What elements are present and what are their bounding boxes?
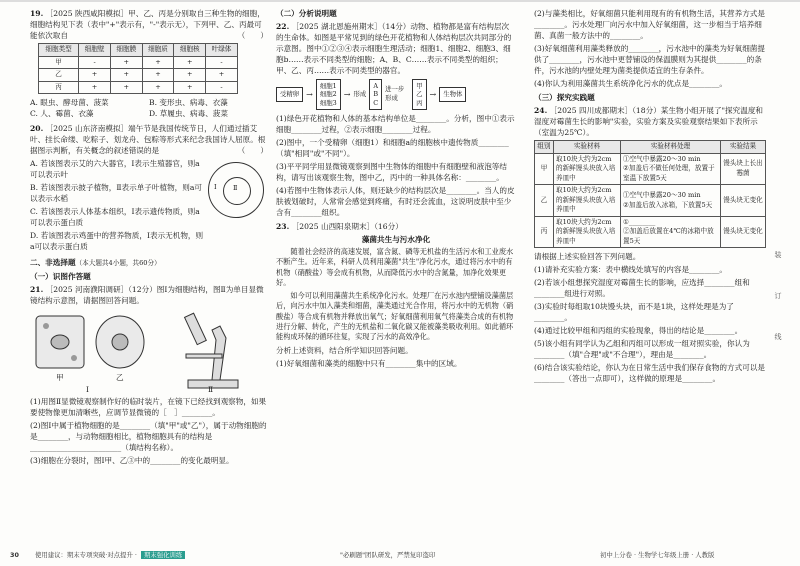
cell: 丙 bbox=[535, 216, 554, 248]
flow-end: 生物体 bbox=[439, 87, 466, 102]
side-tab-gap bbox=[771, 302, 785, 332]
side-tab-char: 线 bbox=[774, 333, 782, 342]
q24-part-2: (2)若该小组想探究湿度对霉菌生长的影响，应选择________组和________组进行对照。 bbox=[534, 278, 750, 299]
flow-organs bbox=[412, 79, 426, 110]
q20-outer-circle bbox=[208, 162, 264, 218]
q23-instruction: 分析上述资料，结合所学知识回答问题。 bbox=[276, 345, 413, 355]
footer-center: "必刷题"团队研发，严禁复印盗印 bbox=[340, 550, 436, 559]
q23-article-p1: 随着社会经济的高速发展，富含氮、磷等无机盐的生活污水和工业废水不断产生。近年来，科研人员利用藻菌"共生"净化污水，通过将污水中的有机物（硝酸盐）等会成有机物，从而降低污水中的含氮量，加净化效果更好。 bbox=[276, 246, 514, 288]
cell: + bbox=[110, 81, 142, 94]
cell-yi-nucleus bbox=[112, 334, 128, 350]
q19-option-d: D. 草履虫、病毒、菠菜 bbox=[149, 109, 228, 119]
q23-stem bbox=[276, 221, 516, 232]
microscope-tube bbox=[185, 313, 207, 344]
microscope-stage bbox=[186, 354, 222, 358]
cell: - bbox=[206, 56, 238, 69]
microscope bbox=[185, 313, 238, 388]
q19-th: 细胞壁 bbox=[79, 44, 111, 57]
flow-tissue: B bbox=[373, 90, 379, 99]
q23-number: 23. bbox=[276, 221, 290, 231]
q23-source: ［2025 山西阳泉期末］ bbox=[291, 221, 375, 231]
q24-part-6: (6)结合该实验结论，你认为在日常生活中我们保存食物的方式可以是________（答出一点即可），这样做的原理是________。 bbox=[534, 363, 765, 384]
cell: - bbox=[79, 56, 111, 69]
q21-part-3: (3)细胞在分裂时，图Ⅰ甲、乙③中的________的变化最明显。 bbox=[30, 455, 234, 465]
q19-th: 细胞质 bbox=[142, 44, 174, 57]
q21-label-yi: 乙 bbox=[116, 372, 124, 382]
q19-option-c: C. 人、霉菌、衣藻 bbox=[30, 109, 94, 119]
q22-part-4: (4)若图中生物体表示人体，则还缺少的结构层次是________。当人的皮肤被划破时，人常常会感觉到疼痛，有时还会流血，这说明皮肤中至少含有________组织。 bbox=[276, 185, 515, 217]
column-middle bbox=[276, 8, 516, 371]
q20-number: 20. bbox=[30, 124, 44, 134]
q24-th: 实验结果 bbox=[721, 141, 766, 154]
q24-th: 组别 bbox=[535, 141, 554, 154]
q19-option-a: A. 眼虫、酵母菌、菠菜 bbox=[30, 98, 109, 108]
side-tab-char: 装 bbox=[774, 251, 782, 259]
q19-th: 细胞类型 bbox=[39, 44, 79, 57]
cell: 甲 bbox=[39, 56, 79, 69]
q20-options bbox=[30, 158, 204, 254]
cell: 取10块大约为2cm的新鲜馒头块放入培养皿中 bbox=[554, 216, 621, 248]
column-left bbox=[30, 8, 268, 468]
table-row bbox=[535, 153, 766, 185]
cell: 取10块大约为2cm的新鲜馒头块放入培养皿中 bbox=[554, 153, 621, 185]
q22-score: （14分） bbox=[381, 22, 411, 31]
q22-part-3: (3)平平同学用显微镜观察到图中生物体的细胞中有细胞壁和液泡等结构，请写出该观察生物，图中乙，丙中的一种具体名称：________。 bbox=[276, 161, 507, 182]
q24-part-1: (1)请补充实验方案：表中横线处填写的内容是________。 bbox=[534, 265, 728, 275]
q21-part-1: (1)用图Ⅱ显微镜观察制作好的临时装片，在镜下已经找到观察物，如果要使物像更加清晰些，应调节显微镜的［ ］________。 bbox=[30, 396, 267, 417]
q24-table bbox=[534, 140, 766, 248]
q23-article-title: 藻菌共生与污水净化 bbox=[361, 234, 431, 244]
q19-stem bbox=[30, 8, 268, 41]
cell: + bbox=[110, 69, 142, 82]
flow-start: 受精卵 bbox=[276, 87, 303, 102]
flow-form-label: 形成 bbox=[353, 89, 367, 98]
cell: + bbox=[142, 56, 174, 69]
q19-text: 甲、乙、丙是分别取自三种生物的细胞，细胞结构见下表（表中"+"表示有，"-"表示无），下列甲、乙、丙最可能依次取自 bbox=[30, 9, 265, 40]
q20-text: 端午节是我国传统节日，人们通过插艾叶、挂长命缕、吃粽子、划龙舟、包粽等形式来纪念我国诗人屈原。根据图示判断，有关概念的叙述错误的是 bbox=[30, 124, 266, 156]
section-2-sub3: （三）探究实践题 bbox=[534, 93, 595, 102]
chloroplast bbox=[71, 355, 77, 361]
cell: + bbox=[174, 81, 206, 94]
q19-option-b: B. 变形虫、病毒、衣藻 bbox=[149, 98, 228, 108]
cell: + bbox=[79, 81, 111, 94]
flow-organ: 乙 bbox=[416, 90, 423, 99]
q22-stem bbox=[276, 21, 516, 76]
q19-table bbox=[38, 43, 238, 94]
q22-text: 动物、植物都是富有结构层次的生命体。如图是平常见到的绿色开花植物和人体结构层次共同部分的示意图。图中①②③④表示细胞生理活动；细胞1、细胞2、细胞3、细胞b……表示不同类型的细胞；A、B、C……表示不同类型的组织；甲、乙、丙……表示不同类型的器官。 bbox=[276, 22, 512, 75]
q24-text: 某生物小组开展了"探究温度和湿度对霉菌生长的影响"实验，实验方案及实验观察结果如下表所示（室温为25℃）。 bbox=[534, 106, 764, 137]
side-tab-gap bbox=[771, 261, 785, 291]
q20-option-c: C. 若该图表示人体基本组织，Ⅰ表示遗传物质，则a可以表示蛋白质 bbox=[30, 207, 200, 228]
footer-left-text: 使用建议：期末专项突破·对点提升 · bbox=[34, 550, 137, 559]
q23-article-p2: 如今可以利用藻菌共生系统净化污水。处理厂在污水池内壁铺设藻菌层后，向污水中加入藻类和细菌，藻类通过光合作用，将污水中的无机物（硝酸盐）等合成有机物并释放出氧气；好氧细菌利用氧气将藻类合成的有机物进行分解、转化，产生的无机盐和二氧化碳又能被藻类吸收利用。如此循环能构成环保的循环往复，实现了污水的高效净化。 bbox=[276, 290, 514, 342]
q22-part-2: (2)图中，一个受精卵（细胞1）和细胞a的细胞核中遗传物质________（填"相同"或"不同"）。 bbox=[276, 137, 509, 158]
q20-answer-bracket: （ ） bbox=[237, 146, 268, 156]
q21-text: 图Ⅰ为细胞结构，图Ⅱ为单目显微镜结构示意图，请据图回答问题。 bbox=[30, 284, 264, 305]
q23-part-2: (2)与藻类相比，好氧细菌只能利用现有的有机物生活，其营养方式是________。污水处理厂向污水中加入好氧细菌，这一步相当于培养细菌、真菌一般方法中的________。 bbox=[534, 9, 765, 40]
arrow-icon: → bbox=[306, 89, 313, 99]
section-2-note: （本大题共4小题，共60分） bbox=[75, 259, 161, 268]
q19-options bbox=[30, 97, 268, 119]
q21-score: （12分） bbox=[128, 284, 157, 294]
table-row bbox=[39, 69, 238, 82]
q20-label-2: Ⅱ bbox=[233, 184, 238, 193]
q19-table-header bbox=[39, 44, 238, 57]
flow-further-label: 进一步形成 bbox=[385, 85, 405, 103]
q20-option-d: D. 若该图表示鸡蛋中的营养物质，Ⅰ表示无机物，则a可以表示蛋白质 bbox=[30, 231, 204, 252]
footer-right: 初中上分卷 · 生物学七年级上册 · 人教版 bbox=[600, 550, 715, 559]
cell: ①空气中暴露20～30 min ②加盖后放入冰箱，下放置5天 bbox=[621, 185, 721, 217]
section-2-sub1: （一）识图作答题 bbox=[30, 271, 91, 281]
q21-figure-svg bbox=[30, 308, 268, 394]
cell: 馒头块无变化 bbox=[721, 216, 766, 248]
q22-flow-diagram bbox=[276, 79, 516, 110]
cell: + bbox=[142, 81, 174, 94]
q20-source: ［2025 山东济南模拟］ bbox=[45, 124, 129, 134]
microscope-arm bbox=[212, 326, 226, 380]
table-row bbox=[39, 81, 238, 94]
q24-part-5: (5)该小组有同学认为乙组和丙组可以形成一组对照实验，你认为________（填"合理"或"不合理"），理由是________。 bbox=[534, 339, 750, 360]
binding-line-tab bbox=[771, 250, 785, 344]
q22-part-1: (1)绿色开花植物和人体的基本结构单位是________。分析，图中①表示细胞________过程，②表示细胞________过程。 bbox=[276, 113, 515, 134]
q20-option-b: B. 若该图表示披子植物，Ⅱ表示单子叶植物，则a可以表示水稻 bbox=[30, 183, 202, 204]
q24-source: ［2025 四川成都期末］ bbox=[549, 106, 633, 115]
flow-organ: 丙 bbox=[416, 98, 423, 107]
q19-source: ［2025 陕西咸阳模拟］ bbox=[45, 9, 129, 18]
q23-part-3: (3)好氧细菌利用藻类释放的________，污水池中的藻类为好氧细菌提供了________，污水池中更替铺设的保温膜则为其提供________的条件，污水池的内壁处理为菌类提供适宜的生存条件。 bbox=[534, 44, 765, 75]
flow-tissue: C bbox=[373, 98, 379, 107]
cell: 甲 bbox=[535, 153, 554, 185]
table-row bbox=[535, 185, 766, 217]
flow-cells bbox=[316, 79, 341, 110]
cell: + bbox=[174, 56, 206, 69]
footer-badge: 期末强化训练 bbox=[141, 551, 185, 559]
q21-label-jia: 甲 bbox=[56, 372, 64, 382]
cell: - bbox=[206, 81, 238, 94]
cell-jia-nucleus bbox=[51, 335, 69, 349]
flow-tissues bbox=[369, 79, 382, 110]
q24-number: 24. bbox=[534, 106, 548, 115]
q23-part-1: (1)好氧细菌和藻类的细胞中只有________集中的区域。 bbox=[276, 358, 462, 368]
q20-label-1: Ⅰ bbox=[214, 183, 217, 192]
table-row bbox=[39, 56, 238, 69]
q19-answer-bracket: （ ） bbox=[237, 31, 268, 40]
section-2-sub2: （二）分析说明题 bbox=[276, 9, 337, 18]
cell: + bbox=[110, 56, 142, 69]
q19-th: 细胞膜 bbox=[110, 44, 142, 57]
q24-table-header bbox=[535, 141, 766, 154]
q20-option-a: A. 若该图表示艾的六大器官，Ⅰ表示生殖器官，则a可以表示叶 bbox=[30, 159, 200, 180]
flow-tissue: A bbox=[373, 82, 378, 90]
q20-stem bbox=[30, 123, 268, 156]
q21-number: 21. bbox=[30, 284, 44, 294]
side-tab-char: 订 bbox=[774, 292, 782, 301]
flow-organ: 甲 bbox=[416, 82, 423, 90]
footer-left bbox=[10, 551, 185, 560]
section-2-title bbox=[30, 257, 268, 269]
q22-source: ［2025 湖北恩施州期末］ bbox=[291, 22, 382, 31]
q24-th: 实验材料处理 bbox=[621, 141, 721, 154]
cell: ①空气中暴露20～30 min ②加盖后不做任何处理，放置于室温下放置5天 bbox=[621, 153, 721, 185]
cell: 馒头块上长出霉菌 bbox=[721, 153, 766, 185]
q19-number: 19. bbox=[30, 9, 44, 18]
cell: + bbox=[174, 69, 206, 82]
column-right bbox=[534, 8, 766, 386]
q24-part-3: (3)实验时每组取10块馒头块，而不是1块，这样处理是为了________。 bbox=[534, 302, 734, 323]
cell: 丙 bbox=[39, 81, 79, 94]
q21-label-fig2: Ⅱ bbox=[208, 384, 214, 394]
q20-venn-figure bbox=[208, 158, 268, 254]
q21-figures bbox=[30, 308, 268, 394]
q22-number: 22. bbox=[276, 22, 290, 31]
cell: ①________ ②加盖后放置在4℃的冰箱中放置5天 bbox=[621, 216, 721, 248]
q19-th: 细胞核 bbox=[174, 44, 206, 57]
cell: 乙 bbox=[39, 69, 79, 82]
arrow-icon: → bbox=[343, 89, 351, 99]
flow-cell: 细胞3 bbox=[319, 98, 337, 107]
q23-part-4: (4)你认为利用藻菌共生系统净化污水的优点是________。 bbox=[534, 79, 728, 88]
page-number: 30 bbox=[10, 550, 19, 559]
cell: 取10块大约为2cm的新鲜馒头块放入培养皿中 bbox=[554, 185, 621, 217]
cell: 乙 bbox=[535, 185, 554, 217]
q21-source: ［2025 河南濮阳调研］ bbox=[45, 284, 129, 294]
q19-th: 叶绿体 bbox=[206, 44, 238, 57]
q21-stem bbox=[30, 284, 268, 306]
q24-th: 实验材料 bbox=[554, 141, 621, 154]
q23-score: （16分） bbox=[374, 221, 403, 231]
top-rule bbox=[0, 0, 800, 2]
cell: + bbox=[142, 69, 174, 82]
section-2-heading: 二、非选择题 bbox=[30, 258, 76, 268]
flow-cell: 细胞1 bbox=[319, 82, 337, 90]
q21-label-fig1: Ⅰ bbox=[86, 384, 89, 394]
q24-part-4: (4)通过比较甲组和丙组的实验现象，得出的结论是________。 bbox=[534, 326, 743, 336]
cell: + bbox=[79, 69, 111, 82]
cell: + bbox=[206, 69, 238, 82]
arrow-icon: → bbox=[429, 89, 437, 99]
q24-score: （18分） bbox=[632, 106, 661, 115]
q24-stem bbox=[534, 105, 766, 138]
flow-cell: 细胞2 bbox=[319, 90, 337, 99]
cell: 馒头块无变化 bbox=[721, 185, 766, 217]
chloroplast bbox=[43, 323, 49, 329]
q21-part-2: (2)图Ⅰ中属于植物细胞的是________（填"甲"或"乙"），属于动物细胞的是________，与动物细胞相比，植物细胞具有的结构是________________________（填结构名称）。 bbox=[30, 420, 267, 452]
table-row bbox=[535, 216, 766, 248]
q20-body bbox=[30, 158, 268, 254]
q24-instruction: 请根据上述实验回答下列问题。 bbox=[534, 252, 641, 262]
